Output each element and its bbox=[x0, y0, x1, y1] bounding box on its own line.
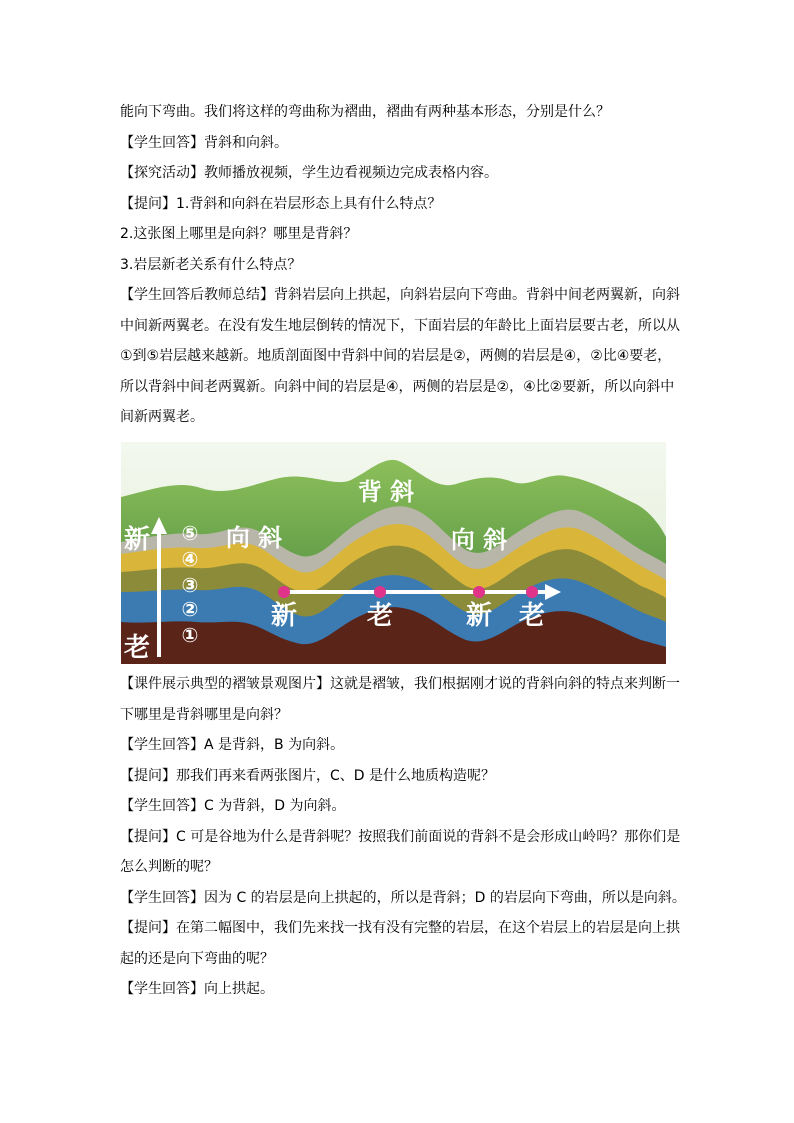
text-line: 起的还是向下弯曲的呢？ bbox=[120, 950, 274, 967]
sample-point bbox=[526, 586, 538, 598]
text-block-bottom bbox=[120, 669, 686, 1005]
text-line: 【学生回答后教师总结】背斜岩层向上拱起，向斜岩层向下弯曲。背斜中间老两翼新，向斜 bbox=[120, 287, 680, 303]
layer-label: ② bbox=[181, 597, 199, 621]
text-line: 【探究活动】教师播放视频，学生边看视频边完成表格内容。 bbox=[120, 165, 498, 181]
text-line: 【学生回答】C 为背斜，D 为向斜。 bbox=[120, 798, 346, 814]
axis-old-label: 老 bbox=[123, 633, 151, 663]
arrow-label: 新 bbox=[270, 601, 298, 631]
fold-diagram-svg bbox=[121, 442, 666, 664]
layer-label: ① bbox=[181, 623, 199, 647]
text-line: 中间新两翼老。在没有发生地层倒转的情况下，下面岩层的年龄比上面岩层要古老，所以从 bbox=[120, 317, 680, 334]
layer-label: ⑤ bbox=[181, 521, 199, 545]
arrow-label: 老 bbox=[518, 601, 546, 631]
text-line: 【提问】在第二幅图中，我们先来找一找有没有完整的岩层，在这个岩层上的岩层是向上拱 bbox=[120, 920, 680, 936]
sample-point bbox=[473, 586, 485, 598]
text-line: 【学生回答】向上拱起。 bbox=[120, 981, 274, 997]
text-line: 下哪里是背斜哪里是向斜？ bbox=[120, 706, 288, 723]
text-line: 怎么判断的呢？ bbox=[120, 859, 218, 875]
text-line: 【课件展示典型的褶皱景观图片】这就是褶皱，我们根据刚才说的背斜向斜的特点来判断一 bbox=[120, 676, 680, 692]
layer-label: ④ bbox=[181, 547, 199, 571]
layer-label: ③ bbox=[181, 573, 199, 597]
text-line: ①到⑤岩层越来越新。地质剖面图中背斜中间的岩层是②，两侧的岩层是④，②比④要老， bbox=[120, 348, 672, 364]
text-line: 能向下弯曲。我们将这样的弯曲称为褶曲，褶曲有两种基本形态，分别是什么？ bbox=[120, 104, 610, 120]
sample-point bbox=[278, 586, 290, 598]
text-line: 所以背斜中间老两翼新。向斜中间的岩层是④，两侧的岩层是②，④比②要新，所以向斜中 bbox=[120, 378, 675, 395]
syncline-label-right: 向 斜 bbox=[450, 526, 508, 554]
sample-point bbox=[374, 586, 386, 598]
text-line: 【学生回答】背斜和向斜。 bbox=[120, 134, 288, 151]
text-line: 【提问】C 可是谷地为什么是背斜呢？按照我们前面说的背斜不是会形成山岭吗？那你们是 bbox=[120, 828, 681, 845]
text-block-top bbox=[120, 97, 680, 433]
syncline-label-left: 向 斜 bbox=[225, 524, 283, 552]
arrow-label: 老 bbox=[366, 601, 394, 631]
arrow-label: 新 bbox=[465, 601, 493, 631]
anticline-label: 背 斜 bbox=[357, 478, 415, 506]
text-line: 【提问】1.背斜和向斜在岩层形态上具有什么特点？ bbox=[120, 195, 442, 212]
text-line: 【提问】那我们再来看两张图片，C、D 是什么地质构造呢？ bbox=[120, 767, 496, 784]
axis-new-label: 新 bbox=[123, 525, 151, 555]
text-line: 间新两翼老。 bbox=[120, 409, 204, 425]
text-line: 2.这张图上哪里是向斜？哪里是背斜？ bbox=[120, 226, 358, 242]
fold-diagram bbox=[121, 442, 666, 664]
text-line: 3.岩层新老关系有什么特点？ bbox=[120, 256, 302, 273]
text-line: 【学生回答】因为 C 的岩层是向上拱起的，所以是背斜；D 的岩层向下弯曲，所以是向斜。 bbox=[120, 889, 686, 906]
text-line: 【学生回答】A 是背斜，B 为向斜。 bbox=[120, 737, 345, 753]
